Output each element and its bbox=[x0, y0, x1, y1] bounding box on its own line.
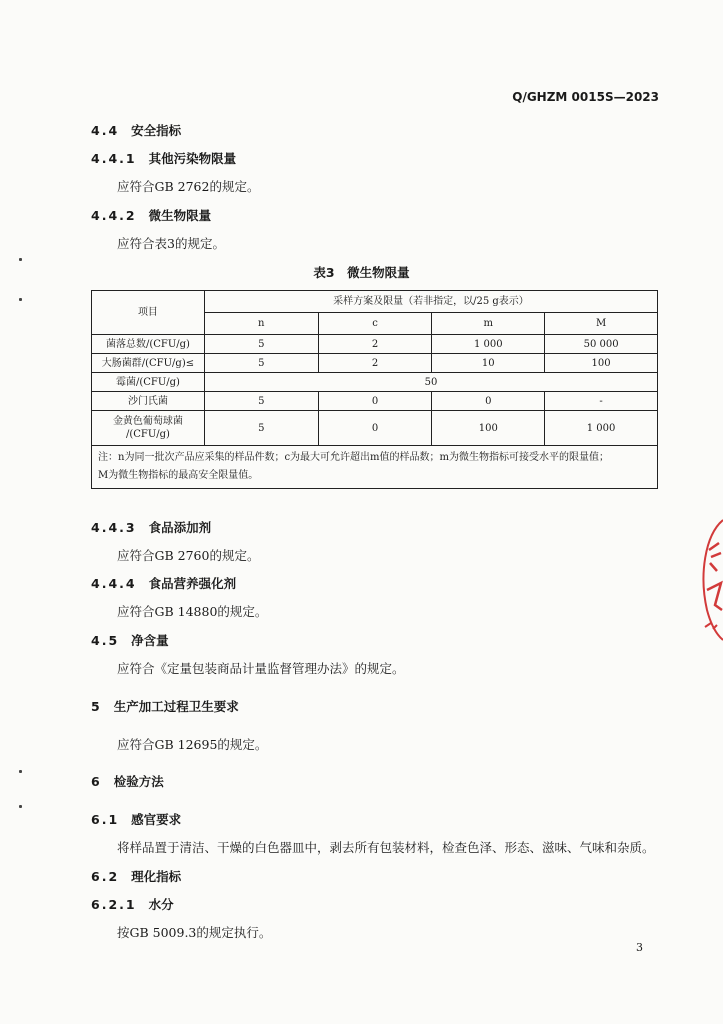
heading-4-5 bbox=[91, 631, 169, 649]
cell-M: 100 bbox=[545, 354, 658, 373]
paragraph: 应符合表3的规定。 bbox=[117, 236, 225, 251]
heading-6-2-1 bbox=[91, 895, 174, 913]
heading-number: 4.5 bbox=[91, 633, 120, 648]
heading-title: 食品营养强化剂 bbox=[148, 576, 237, 591]
header-M: M bbox=[545, 313, 658, 335]
heading-6-2 bbox=[91, 867, 181, 885]
table-row bbox=[92, 354, 658, 373]
heading-title: 水分 bbox=[148, 897, 174, 912]
cell-n: 5 bbox=[204, 411, 318, 446]
heading-4-4-2 bbox=[91, 206, 211, 224]
cell-m: 1 000 bbox=[432, 335, 545, 354]
scan-mark bbox=[19, 805, 22, 808]
cell-item bbox=[92, 411, 205, 446]
heading-title: 理化指标 bbox=[131, 869, 182, 884]
cell-M: 50 000 bbox=[545, 335, 658, 354]
cell-c: 0 bbox=[318, 392, 432, 411]
heading-4-4-4 bbox=[91, 574, 236, 592]
heading-number: 6.2.1 bbox=[91, 897, 137, 912]
paragraph: 应符合GB 14880的规定。 bbox=[117, 604, 268, 619]
table-row bbox=[92, 335, 658, 354]
header-item: 项目 bbox=[92, 291, 205, 335]
note-line2: M为微生物指标的最高安全限量值。 bbox=[98, 470, 259, 481]
header-n: n bbox=[204, 313, 318, 335]
heading-number: 4.4.1 bbox=[91, 151, 137, 166]
table-row bbox=[92, 373, 658, 392]
cell-item-line1: 金黄色葡萄球菌 bbox=[112, 416, 183, 427]
scan-mark bbox=[19, 298, 22, 301]
cell-m: 0 bbox=[432, 392, 545, 411]
heading-number: 4.4 bbox=[91, 123, 120, 138]
heading-6 bbox=[91, 772, 164, 790]
heading-title: 微生物限量 bbox=[148, 208, 212, 223]
paragraph: 应符合《定量包装商品计量监督管理办法》的规定。 bbox=[117, 661, 405, 676]
table-note bbox=[92, 446, 658, 489]
cell-item: 菌落总数/(CFU/g) bbox=[92, 335, 205, 354]
standard-code: Q/GHZM 0015S—2023 bbox=[512, 90, 659, 104]
heading-number: 4.4.4 bbox=[91, 576, 137, 591]
heading-4-4-3 bbox=[91, 518, 211, 536]
cell-n: 5 bbox=[204, 354, 318, 373]
cell-M: 1 000 bbox=[545, 411, 658, 446]
heading-number: 6.2 bbox=[91, 869, 120, 884]
cell-c: 2 bbox=[318, 335, 432, 354]
heading-title: 生产加工过程卫生要求 bbox=[113, 699, 239, 714]
table-row bbox=[92, 411, 658, 446]
heading-number: 6.1 bbox=[91, 812, 120, 827]
heading-number: 6 bbox=[91, 774, 102, 789]
cell-item: 沙门氏菌 bbox=[92, 392, 205, 411]
cell-value: 50 bbox=[204, 373, 657, 392]
heading-4-4 bbox=[91, 121, 181, 139]
paragraph: 按GB 5009.3的规定执行。 bbox=[117, 925, 272, 940]
heading-4-4-1 bbox=[91, 149, 236, 167]
red-seal-stamp-icon bbox=[695, 515, 723, 645]
cell-item-line2: /(CFU/g) bbox=[125, 429, 170, 440]
paragraph: 应符合GB 2762的规定。 bbox=[117, 179, 260, 194]
heading-title: 感官要求 bbox=[131, 812, 182, 827]
page-number: 3 bbox=[636, 941, 643, 954]
header-m: m bbox=[432, 313, 545, 335]
note-line1: 注：n为同一批次产品应采集的样品件数；c为最大可允许超出m值的样品数；m为微生物指标可接受水平的限量值； bbox=[98, 452, 610, 463]
heading-title: 安全指标 bbox=[131, 123, 182, 138]
scan-mark bbox=[19, 258, 22, 261]
table-caption: 表3 微生物限量 bbox=[313, 265, 410, 280]
heading-6-1 bbox=[91, 810, 181, 828]
cell-item: 大肠菌群/(CFU/g)≤ bbox=[92, 354, 205, 373]
cell-c: 0 bbox=[318, 411, 432, 446]
microbial-limits-table bbox=[91, 290, 658, 489]
header-sampling-plan: 采样方案及限量（若非指定，以/25 g表示） bbox=[204, 291, 657, 313]
cell-n: 5 bbox=[204, 392, 318, 411]
heading-number: 4.4.2 bbox=[91, 208, 137, 223]
heading-number: 4.4.3 bbox=[91, 520, 137, 535]
cell-item: 霉菌/(CFU/g) bbox=[92, 373, 205, 392]
heading-title: 其他污染物限量 bbox=[148, 151, 237, 166]
cell-M: - bbox=[545, 392, 658, 411]
paragraph: 应符合GB 2760的规定。 bbox=[117, 548, 260, 563]
header-c: c bbox=[318, 313, 432, 335]
table-row bbox=[92, 392, 658, 411]
scan-mark bbox=[19, 770, 22, 773]
heading-5 bbox=[91, 697, 239, 715]
cell-n: 5 bbox=[204, 335, 318, 354]
heading-title: 食品添加剂 bbox=[148, 520, 212, 535]
heading-title: 检验方法 bbox=[113, 774, 164, 789]
paragraph: 应符合GB 12695的规定。 bbox=[117, 737, 268, 752]
heading-number: 5 bbox=[91, 699, 102, 714]
paragraph: 将样品置于清洁、干燥的白色器皿中，剥去所有包装材料，检查色泽、形态、滋味、气味和杂质。 bbox=[117, 840, 655, 855]
cell-m: 10 bbox=[432, 354, 545, 373]
heading-title: 净含量 bbox=[131, 633, 169, 648]
cell-m: 100 bbox=[432, 411, 545, 446]
cell-c: 2 bbox=[318, 354, 432, 373]
table-note-row bbox=[92, 446, 658, 489]
